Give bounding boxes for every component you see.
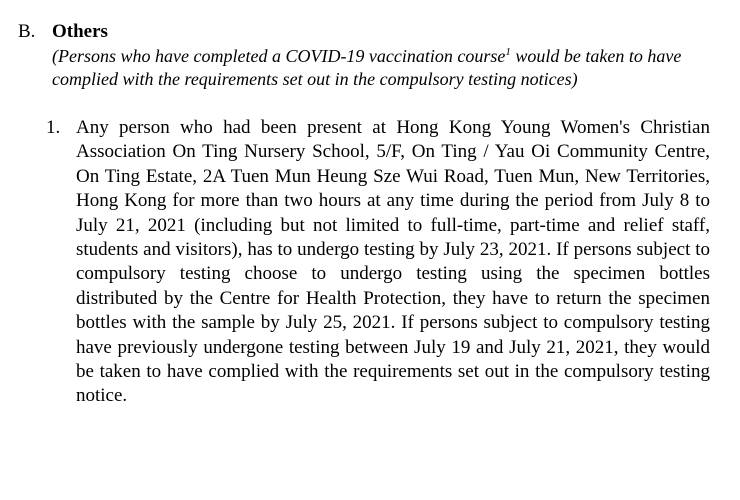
numbered-list: [46, 116, 710, 409]
section-note-text-end: would be taken to have complied with the requirements set out in the compulsory testing notices): [52, 46, 682, 89]
list-item-text: Any person who had been present at Hong Kong Young Women's Christian Association On Ting Nursery School, 5/F, On Ting / Yau Oi Community Centre, On Ting Estate, 2A Tuen Mun Heung Sze Wui Road, Tuen Mun, New Territories, Hong Kong for more than two hours at any time during the period from July 8 to July 21, 2021 (including but not limited to full-time, part-time and relief staff, students and visitors), has to undergo testing by July 23, 2021. If persons subject to compulsory testing choose to undergo testing using the specimen bottles distributed by the Centre for Health Protection, they have to return the specimen bottles with the sample by July 25, 2021. If persons subject to compulsory testing have previously undergone testing between July 19 and July 21, 2021, they would be taken to have complied with the requirements set out in the compulsory testing notice.: [76, 117, 710, 407]
section-title: Others: [52, 21, 108, 42]
list-item: [46, 116, 710, 409]
list-item-number: 1.: [46, 117, 61, 138]
section-note: [52, 45, 712, 91]
footnote-marker[interactable]: 1: [505, 46, 511, 58]
section-heading: [18, 20, 108, 44]
section-note-text: (Persons who have completed a COVID-19 vaccination course: [52, 46, 506, 66]
section-letter: B.: [18, 21, 36, 42]
